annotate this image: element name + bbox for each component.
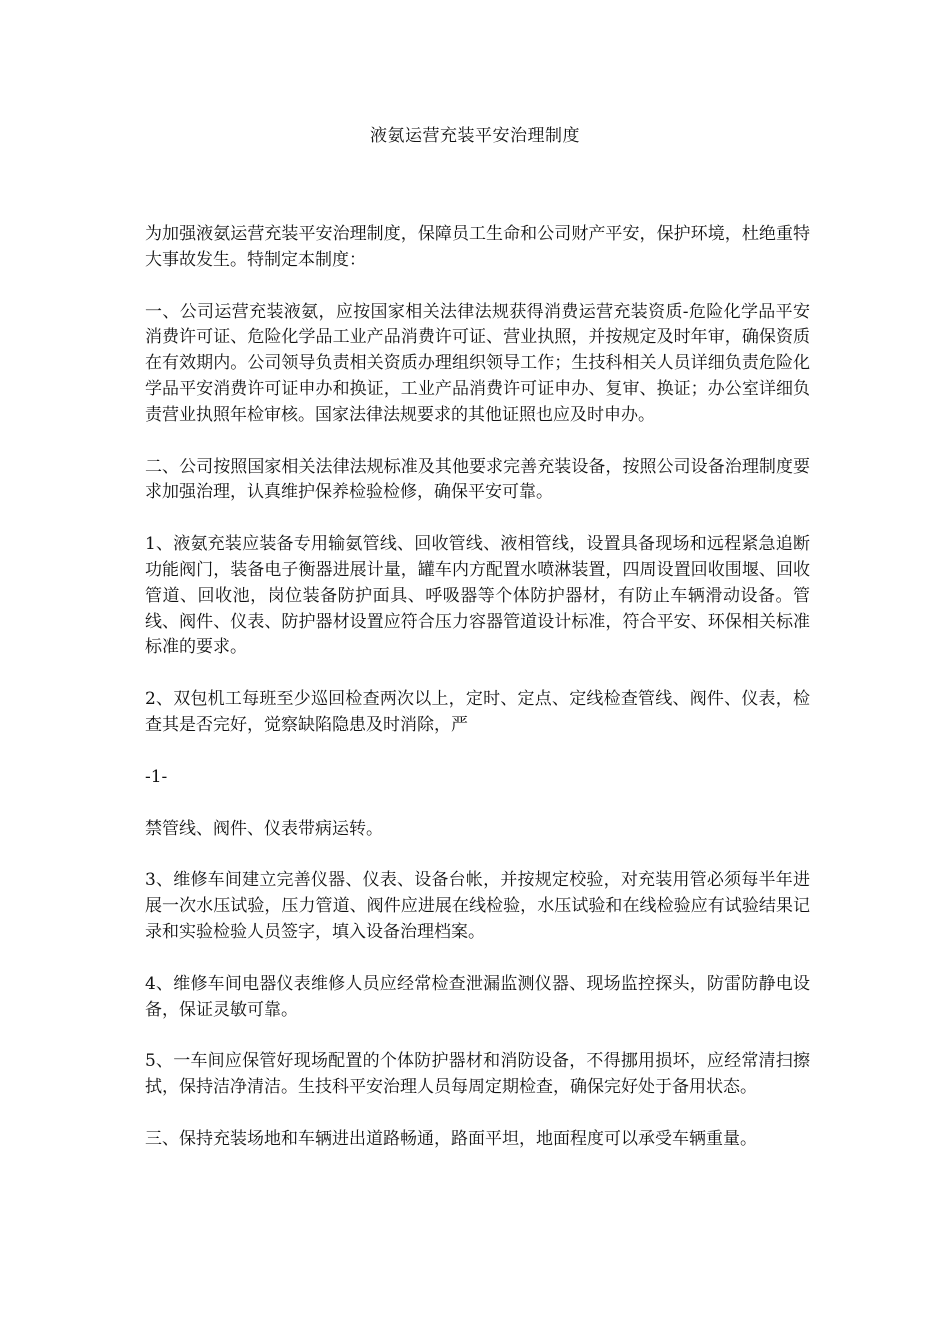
paragraph-item-2: 2、双包机工每班至少巡回检查两次以上，定时、定点、定线检查管线、阀件、仪表，检查其是否完好，觉察缺陷隐患及时消除，严	[145, 689, 810, 735]
document-body	[145, 222, 810, 1179]
paragraph-item-1: 1、液氨充装应装备专用输氨管线、回收管线、液相管线，设置具备现场和远程紧急追断功能阀门，装备电子衡器进展计量，罐车内方配置水喷淋装置，四周设置回收围堰、回收管道、回收池，岗位装备防护面具、呼吸器等个体防护器材，有防止车辆滑动设备。管线、阀件、仪表、防护器材设置应符合压力容器管道设计标准，符合平安、环保相关标准标准的要求。	[145, 534, 810, 658]
paragraph-section-2: 二、公司按照国家相关法律法规标准及其他要求完善充装设备，按照公司设备治理制度要求加强治理，认真维护保养检验检修，确保平安可靠。	[145, 456, 810, 503]
paragraph-section-1: 一、公司运营充装液氨，应按国家相关法律法规获得消费运营充装资质-危险化学品平安消费许可证、危险化学品工业产品消费许可证、营业执照，并按规定及时年审，确保资质在有效期内。公司领导负责相关资质办理组织领导工作；生技科相关人员详细负责危险化学品平安消费许可证申办和换证，工业产品消费许可证申办、复审、换证；办公室详细负责营业执照年检审核。国家法律法规要求的其他证照也应及时申办。	[145, 301, 810, 425]
document-title: 液氨运营充装平安治理制度	[370, 126, 580, 146]
paragraph-item-4: 4、维修车间电器仪表维修人员应经常检查泄漏监测仪器、现场监控探头，防雷防静电设备，保证灵敏可靠。	[145, 973, 810, 1020]
paragraph-section-3: 三、保持充装场地和车辆进出道路畅通，路面平坦，地面程度可以承受车辆重量。	[145, 1128, 757, 1149]
page-number: -1-	[145, 766, 168, 787]
paragraph-intro: 为加强液氨运营充装平安治理制度，保障员工生命和公司财产平安，保护环境，杜绝重特大事故发生。特制定本制度：	[145, 224, 810, 270]
paragraph-item-3: 3、维修车间建立完善仪器、仪表、设备台帐，并按规定校验，对充装用管必须每半年进展一次水压试验，压力管道、阀件应进展在线检验，水压试验和在线检验应有试验结果记录和实验检验人员签字，填入设备治理档案。	[145, 870, 810, 942]
paragraph-item-5: 5、一车间应保管好现场配置的个体防护器材和消防设备，不得挪用损坏，应经常清扫擦拭，保持洁净清洁。生技科平安治理人员每周定期检查，确保完好处于备用状态。	[145, 1051, 810, 1098]
paragraph-item-2-continued: 禁管线、阀件、仪表带病运转。	[145, 818, 383, 839]
